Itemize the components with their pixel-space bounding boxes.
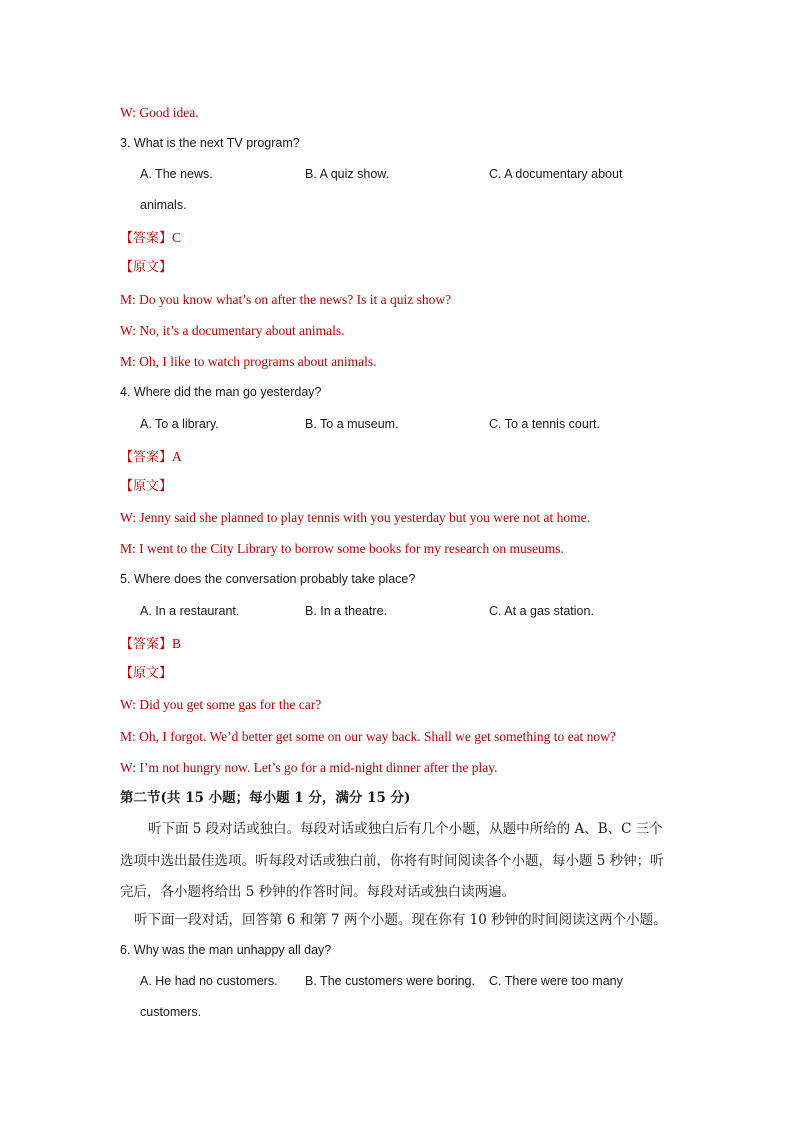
answer-tag: 【答案】	[120, 231, 173, 246]
transcript-tag: 【原文】	[120, 666, 173, 681]
question-3-option-c-continued: animals.	[140, 198, 187, 212]
question-4-option-c: C. To a tennis court.	[489, 417, 600, 431]
question-5-option-b: B. In a theatre.	[305, 604, 387, 618]
question-6-option-c-continued: customers.	[140, 1005, 202, 1019]
answer-value: C	[172, 230, 182, 245]
question-6-option-c: C. There were too many	[489, 974, 623, 988]
question-5-option-c: C. At a gas station.	[489, 604, 594, 618]
transcript-tag: 【原文】	[120, 260, 173, 275]
transcript-line: W: Did you get some gas for the car?	[120, 697, 322, 712]
transcript-line: M: Do you know what’s on after the news? Is it a quiz show?	[120, 292, 452, 307]
transcript-line: W: I’m not hungry now. Let’s go for a mid-night dinner after the play.	[120, 760, 498, 775]
answer-line-3	[120, 230, 181, 246]
transcript-line: M: I went to the City Library to borrow some books for my research on museums.	[120, 541, 564, 556]
transcript-line: M: Oh, I like to watch programs about animals.	[120, 354, 377, 369]
question-6-stem: 6. Why was the man unhappy all day?	[120, 943, 332, 957]
transcript-line: M: Oh, I forgot. We’d better get some on our way back. Shall we get something to eat now?	[120, 729, 616, 744]
question-4-stem: 4. Where did the man go yesterday?	[120, 385, 322, 399]
question-6-option-a: A. He had no customers.	[140, 974, 278, 988]
answer-value: A	[172, 449, 182, 464]
section-2-heading: 第二节(共 15 小题；每小题 1 分，满分 15 分)	[120, 790, 411, 806]
section-2-instruction: 选项中选出最佳选项。听每段对话或独白前，你将有时间阅读各个小题，每小题 5 秒钟；听	[120, 853, 664, 869]
question-3-option-c: C. A documentary about	[489, 167, 623, 181]
section-2-subinstruction: 听下面一段对话，回答第 6 和第 7 两个小题。现在你有 10 秒钟的时间阅读这两个小题。	[134, 912, 667, 928]
transcript-line: W: Good idea.	[120, 105, 199, 120]
answer-value: B	[172, 636, 182, 651]
question-5-stem: 5. Where does the conversation probably take place?	[120, 572, 416, 586]
answer-tag: 【答案】	[120, 637, 173, 652]
question-3-stem: 3. What is the next TV program?	[120, 136, 300, 150]
transcript-line: W: No, it’s a documentary about animals.	[120, 323, 345, 338]
section-2-instruction: 听下面 5 段对话或独白。每段对话或独白后有几个小题，从题中所给的 A、B、C 三个	[148, 821, 663, 837]
transcript-line: W: Jenny said she planned to play tennis with you yesterday but you were not at home.	[120, 510, 591, 525]
question-6-option-b: B. The customers were boring.	[305, 974, 475, 988]
answer-line-4	[120, 449, 182, 465]
question-4-option-a: A. To a library.	[140, 417, 219, 431]
section-2-instruction: 完后，各小题将给出 5 秒钟的作答时间。每段对话或独白读两遍。	[120, 884, 516, 900]
question-3-option-b: B. A quiz show.	[305, 167, 390, 181]
answer-line-5	[120, 636, 181, 652]
answer-tag: 【答案】	[120, 450, 173, 465]
question-5-option-a: A. In a restaurant.	[140, 604, 240, 618]
transcript-tag: 【原文】	[120, 479, 173, 494]
question-3-option-a: A. The news.	[140, 167, 213, 181]
question-4-option-b: B. To a museum.	[305, 417, 399, 431]
